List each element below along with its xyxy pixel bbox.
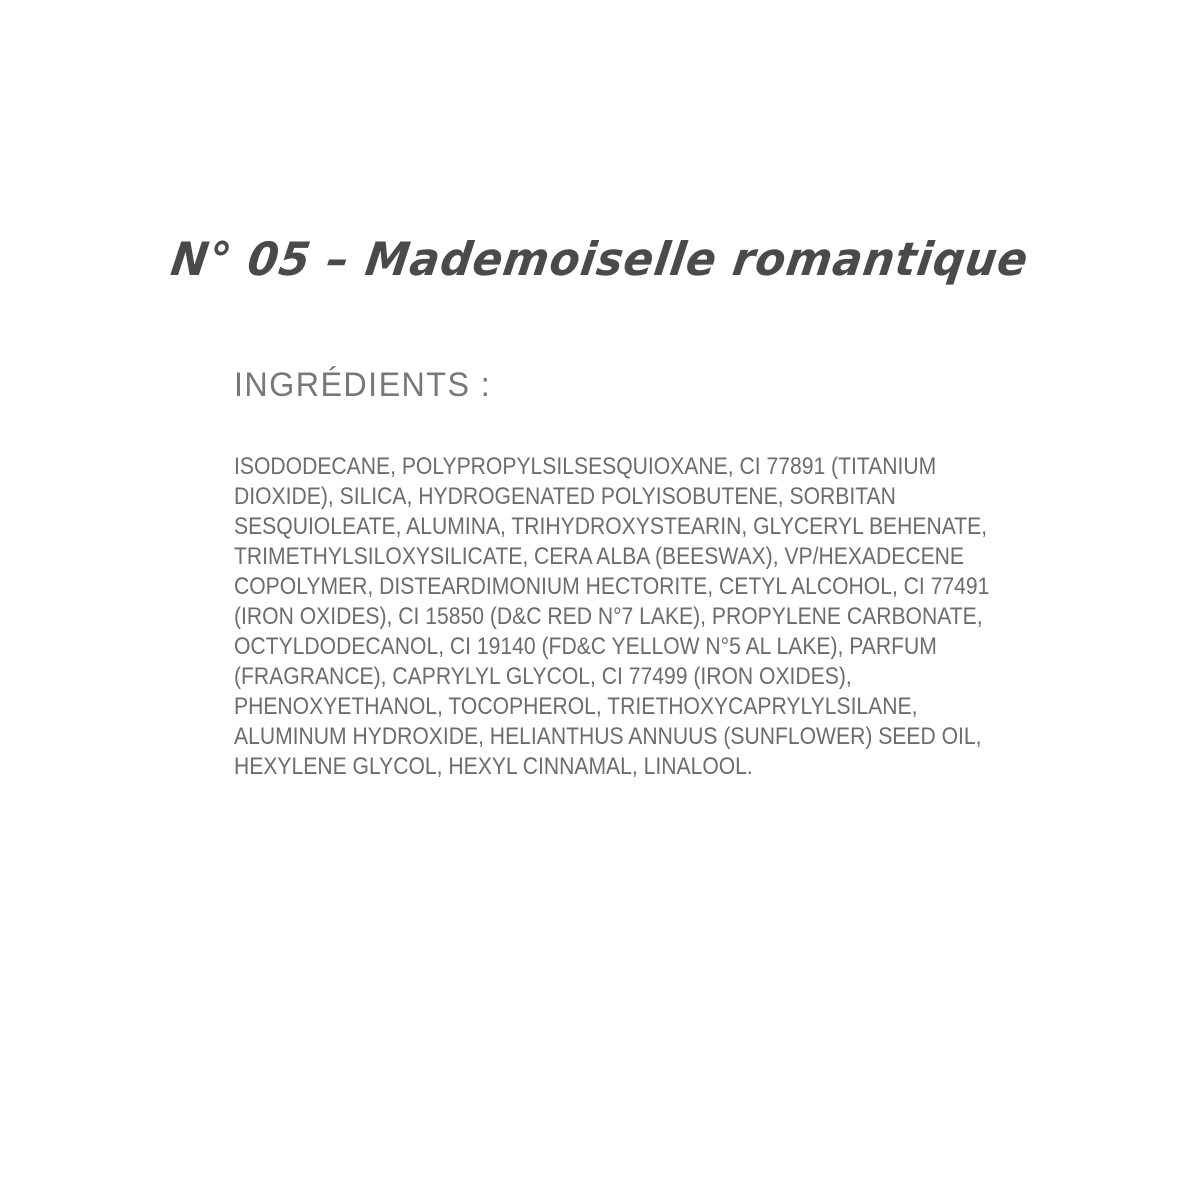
ingredients-line: PHENOXYETHANOL, TOCOPHEROL, TRIETHOXYCAPRYLYLSILANE, [234, 693, 918, 720]
ingredients-line: ISODODECANE, POLYPROPYLSILSESQUIOXANE, CI 77891 (TITANIUM [234, 453, 937, 480]
ingredients-line: SESQUIOLEATE, ALUMINA, TRIHYDROXYSTEARIN, GLYCERYL BEHENATE, [234, 513, 988, 540]
product-title: N° 05 – Mademoiselle romantique [167, 232, 1033, 286]
ingredients-line: HEXYLENE GLYCOL, HEXYL CINNAMAL, LINALOOL. [234, 753, 753, 780]
ingredients-line: OCTYLDODECANOL, CI 19140 (FD&C YELLOW N°5 AL LAKE), PARFUM [234, 633, 937, 660]
ingredients-line: TRIMETHYLSILOXYSILICATE, CERA ALBA (BEESWAX), VP/HEXADECENE [234, 543, 965, 570]
ingredients-line: DIOXIDE), SILICA, HYDROGENATED POLYISOBUTENE, SORBITAN [234, 483, 896, 510]
ingredients-line: ALUMINUM HYDROXIDE, HELIANTHUS ANNUUS (SUNFLOWER) SEED OIL, [234, 723, 982, 750]
ingredients-list [234, 452, 990, 782]
ingredients-line: (FRAGRANCE), CAPRYLYL GLYCOL, CI 77499 (IRON OXIDES), [234, 663, 852, 690]
ingredients-heading: INGRÉDIENTS : [234, 366, 492, 404]
ingredients-line: COPOLYMER, DISTEARDIMONIUM HECTORITE, CETYL ALCOHOL, CI 77491 [234, 573, 990, 600]
ingredients-line: (IRON OXIDES), CI 15850 (D&C RED N°7 LAKE), PROPYLENE CARBONATE, [234, 603, 983, 630]
